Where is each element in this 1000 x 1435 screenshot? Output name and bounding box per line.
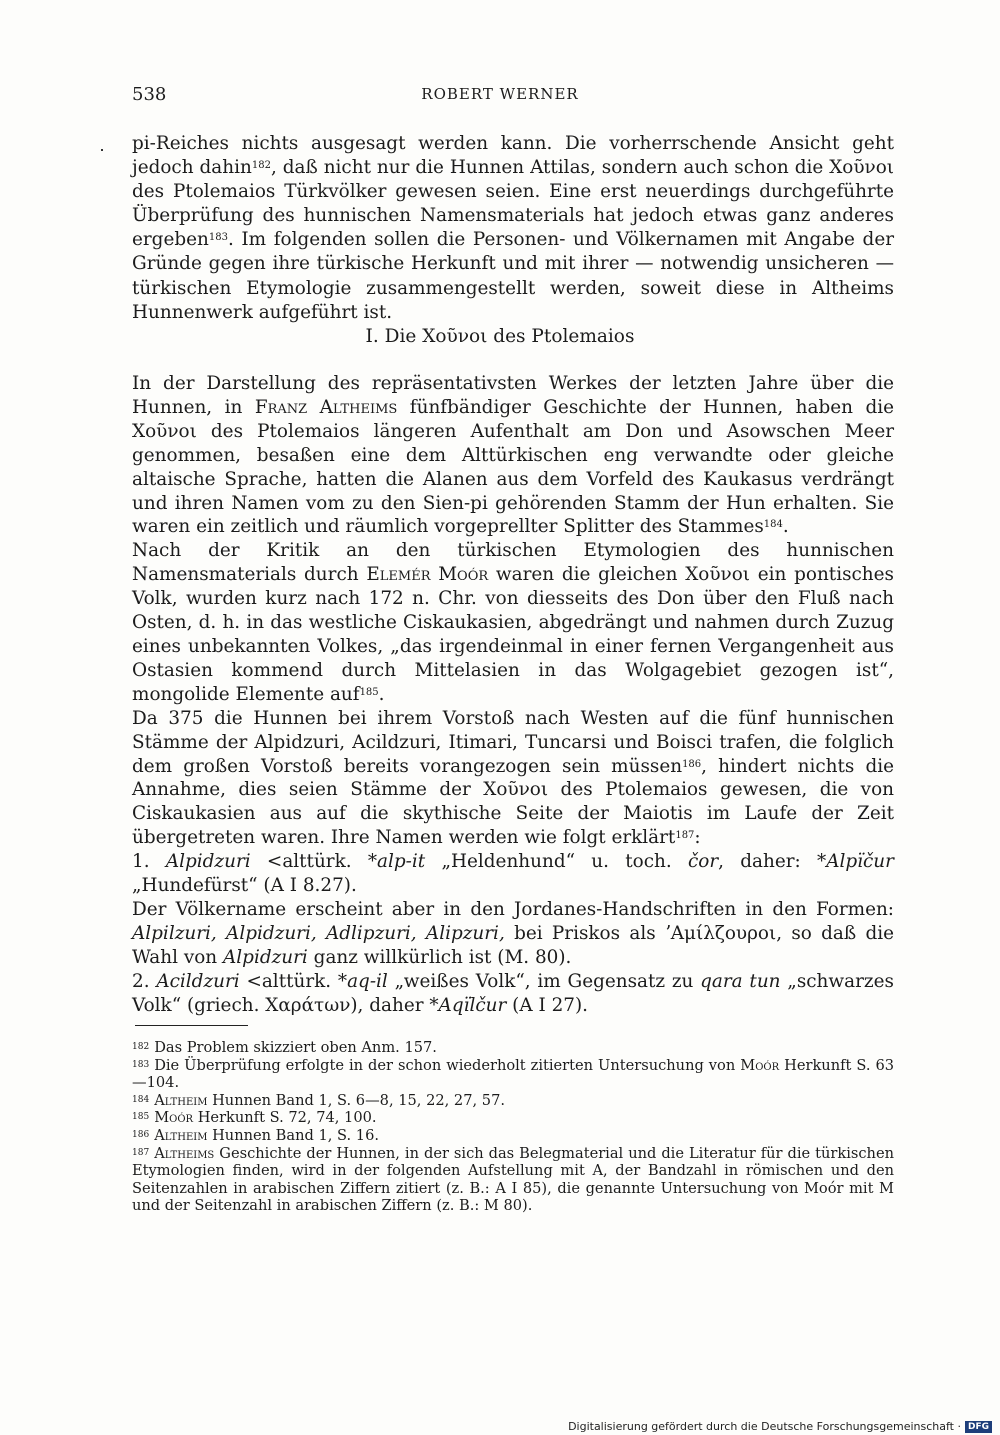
item-acildzuri: [132, 970, 894, 1018]
paragraph-altheim: [132, 372, 894, 539]
footnote-182: [132, 1039, 894, 1057]
footnote-183-author: Moór: [740, 1056, 780, 1074]
dfg-logo-icon[interactable]: DFG: [965, 1421, 992, 1433]
p3-c: :: [694, 827, 701, 849]
item1-cor: čor: [687, 851, 719, 873]
item2-result: *Aqïlčur: [429, 994, 507, 1016]
footnote-184: [132, 1092, 894, 1110]
footnote-184-author: Altheim: [154, 1091, 208, 1109]
intro-text: [132, 132, 894, 325]
footnote-184-text: Hunnen Band 1, S. 6—8, 15, 22, 27, 57.: [212, 1091, 505, 1109]
footnote-ref-184[interactable]: 184: [763, 519, 783, 531]
item2-form: *aq-il: [337, 970, 388, 992]
footnote-182-text: Das Problem skizziert oben Anm. 157.: [154, 1039, 437, 1056]
item1-a: <alttürk.: [266, 851, 352, 873]
paragraph-jordanes: [132, 898, 894, 970]
running-head: ROBERT WERNER: [421, 85, 579, 103]
p4-b: bei Priskos als ʼΑμίλζουροι, so daß die Wahl von: [132, 922, 894, 968]
footnote-187-number: 187: [132, 1147, 150, 1158]
footnote-185-number: 185: [132, 1112, 150, 1123]
footnote-182-number: 182: [132, 1042, 150, 1052]
intro-lead: pi-Reiches nichts ausgesagt werden kann. Die vorherrschende Ansicht geht jedoch dahin: [132, 133, 894, 179]
footnote-183-rest: Herkunft S. 63—104.: [132, 1056, 895, 1092]
footnote-187-author: Altheims: [154, 1144, 215, 1162]
item2-b: „weißes Volk“, im Gegensatz zu: [394, 970, 694, 992]
margin-mark: [101, 149, 103, 151]
footnote-ref-182[interactable]: 182: [251, 160, 271, 172]
p4-forms: Alpilzuri, Alpidzuri, Adlipzuri, Alipzuri,: [132, 922, 505, 944]
p1-a: In der Darstellung des repräsentativsten Werkes der letzten Jahre über die Hunnen, in: [132, 373, 894, 418]
intro-paragraph: [132, 132, 894, 325]
footnote-183-text: Die Überprüfung erfolgte in der schon wiederholt zitierten Untersuchung von: [154, 1056, 736, 1074]
item1-d: „Hundefürst“ (A I 8.27).: [132, 875, 357, 897]
footnote-186: [132, 1127, 894, 1145]
author-altheim: Franz Altheims: [254, 396, 398, 418]
footnote-ref-187[interactable]: 187: [675, 830, 695, 842]
footnote-186-author: Altheim: [154, 1126, 208, 1144]
page-number: 538: [132, 84, 167, 105]
section-heading: I. Die Χοῦνοι des Ptolemaios: [365, 326, 635, 347]
paragraph-tribes: [132, 707, 894, 850]
footnote-ref-183[interactable]: 183: [208, 232, 228, 244]
item2-d: (A I 27).: [512, 994, 589, 1016]
footnote-183: [132, 1057, 894, 1092]
p2-c: .: [378, 683, 385, 705]
p3-a: Da 375 die Hunnen bei ihrem Vorstoß nach Westen auf die fünf hunnischen Stämme der Alpidzuri, Acildzuri, Itimari, Tuncarsi und Boisci trafen, die folglich dem großen Vorstoß bereits vorangezogen sein müssen: [132, 707, 894, 777]
item2-c: „schwarzes Volk“ (griech. Χαράτων), daher: [132, 970, 894, 1016]
main-text: [132, 372, 894, 1017]
item2-name: Acildzuri: [156, 970, 240, 992]
paragraph-moor: [132, 539, 894, 706]
footnote-185-text: Herkunft S. 72, 74, 100.: [197, 1109, 377, 1127]
item2-contrast: qara tun: [700, 970, 781, 992]
item2-number: 2.: [132, 970, 150, 992]
footnote-ref-185[interactable]: 185: [359, 686, 379, 698]
intro-mid: , daß nicht nur die Hunnen Attilas, sondern auch schon die Χοῦνοι des Ptolemaios Türkvölker gewesen seien. Eine erst neuerdings durchgeführte Überprüfung des hunnischen Namensmaterials hat jedoch etwas ganz anderes ergeben: [132, 157, 894, 251]
dfg-credit-text: Digitalisierung gefördert durch die Deutsche Forschungsgemeinschaft ·: [568, 1420, 961, 1433]
intro-tail: . Im folgenden sollen die Personen- und Völkernamen mit Angabe der Gründe gegen ihre türkische Herkunft und mit ihrer — notwendig unsicheren — türkischen Etymologie zusammengestellt werden, soweit diese in Altheims Hunnenwerk aufgeführt ist.: [132, 229, 894, 323]
author-moor: Elemér Moór: [366, 564, 489, 586]
p4-a: Der Völkername erscheint aber in den Jordanes-Handschriften in den Formen:: [132, 898, 894, 920]
item-alpidzuri: [132, 850, 894, 898]
item1-name: Alpidzuri: [165, 851, 251, 873]
item1-number: 1.: [132, 851, 150, 873]
footnote-185: [132, 1109, 894, 1127]
footnote-rule: [135, 1025, 248, 1026]
p1-b: fünfbändiger Geschichte der Hunnen, haben die Χοῦνοι des Ptolemaios längeren Aufenthalt am Don und Asowschen Meer genommen, besaßen eine dem Alttürkischen eng verwandte oder gleiche altaische Sprache, hatten die Alanen aus dem Vorfeld des Kaukasus verdrängt und ihren Namen vom zu den Sien-pi gehörenden Stamm der Hun erhalten. Sie waren ein zeitlich und räumlich vorgeprellter Splitter des Stammes: [132, 396, 894, 538]
item1-b: „Heldenhund“ u. toch.: [441, 851, 672, 873]
item1-result: *Alpïčur: [817, 851, 894, 873]
footnote-ref-186[interactable]: 186: [682, 758, 702, 770]
item1-form: *alp-it: [367, 851, 426, 873]
footnote-185-author: Moór: [154, 1109, 194, 1127]
item2-a: <alttürk.: [246, 970, 332, 992]
p2-a: Nach der Kritik an den türkischen Etymologien des hunnischen Namensmaterials durch: [132, 540, 894, 586]
p2-b: waren die gleichen Χοῦνοι ein pontisches Volk, wurden kurz nach 172 n. Chr. von diesseits des Don über den Fluß nach Osten, d. h. in das westliche Ciskaukasien, abgedrängt und nahmen durch Zuzug eines unbekannten Volkes, „das irgendeinmal in einer fernen Vergangenheit aus Ostasien kommend durch Mittelasien in das Wolgagebiet gezogen ist“, mongolide Elemente auf: [132, 564, 894, 705]
p1-c: .: [782, 516, 789, 538]
p4-name: Alpidzuri: [223, 946, 308, 968]
footnote-187-text: Geschichte der Hunnen, in der sich das Belegmaterial und die Literatur für die türkischen Etymologien finden, wird in der folgenden Aufstellung mit A, der Bandzahl in römischen und den Seitenzahlen in arabischen Ziffern zitiert (z. B.: A I 85), die genannte Untersuchung von Moór mit M und der Seitenzahl in arabischen Ziffern (z. B.: M 80).: [132, 1144, 894, 1215]
p3-b: , hindert nichts die Annahme, dies seien Stämme der Χοῦνοι des Ptolemaios gewesen, die von Ciskaukasien aus auf die skythische Seite der Maiotis im Laufe der Zeit übergetreten waren. Ihre Namen werden wie folgt erklärt: [132, 755, 895, 849]
footnotes: [132, 1039, 894, 1215]
dfg-credit: [568, 1420, 992, 1433]
item1-c: , daher:: [718, 851, 801, 873]
p4-c: ganz willkürlich ist (M. 80).: [313, 946, 572, 968]
footnote-186-number: 186: [132, 1129, 150, 1140]
footnote-186-text: Hunnen Band 1, S. 16.: [212, 1126, 380, 1144]
footnote-183-number: 183: [132, 1059, 150, 1070]
footnote-187: [132, 1145, 894, 1215]
footnote-184-number: 184: [132, 1094, 150, 1105]
